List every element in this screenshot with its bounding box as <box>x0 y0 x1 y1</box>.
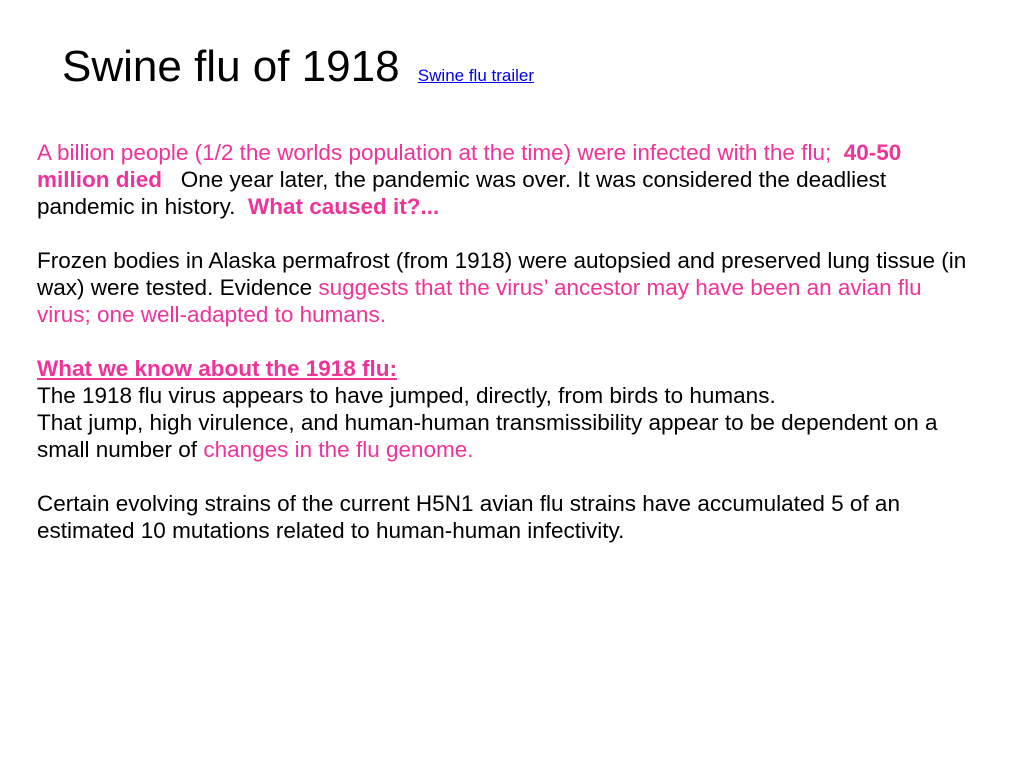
swine-flu-trailer-link[interactable]: Swine flu trailer <box>417 66 535 85</box>
transmissibility-text: That jump, high virulence, and human-human transmissibility appear to be dependent on a small number of <box>37 410 938 462</box>
transmissibility-line <box>37 409 967 463</box>
paragraph-h5n1-mutations: Certain evolving strains of the current H5N1 avian flu strains have accumulated 5 of an estimated 10 mutations related to human-human infectivity. <box>37 491 900 543</box>
section-what-we-know <box>37 355 967 463</box>
million-died-text: 40-50 million died <box>37 140 902 192</box>
infected-billion-text: A billion people (1/2 the worlds population at the time) were infected with the flu; <box>37 140 832 165</box>
genome-changes-text: changes in the flu genome. <box>203 437 474 462</box>
what-caused-it-text: What caused it?... <box>247 194 440 219</box>
slide-body <box>37 139 967 544</box>
paragraph-frozen-bodies <box>37 247 967 328</box>
pandemic-over-text: One year later, the pandemic was over. It was considered the deadliest pandemic in history. <box>37 167 887 219</box>
what-we-know-heading: What we know about the 1918 flu: <box>37 356 398 381</box>
slide-title: Swine flu of 1918 <box>62 42 400 91</box>
paragraph-infection-stats <box>37 139 967 220</box>
slide-title-block <box>62 40 534 103</box>
birds-to-humans-text: The 1918 flu virus appears to have jumped, directly, from birds to humans. <box>37 383 776 408</box>
frozen-bodies-text: Frozen bodies in Alaska permafrost (from 1918) were autopsied and preserved lung tissue (in wax) were tested. Evidence <box>37 248 967 300</box>
avian-ancestor-text: suggests that the virus’ ancestor may have been an avian flu virus; one well-adapted to humans. <box>37 275 922 327</box>
